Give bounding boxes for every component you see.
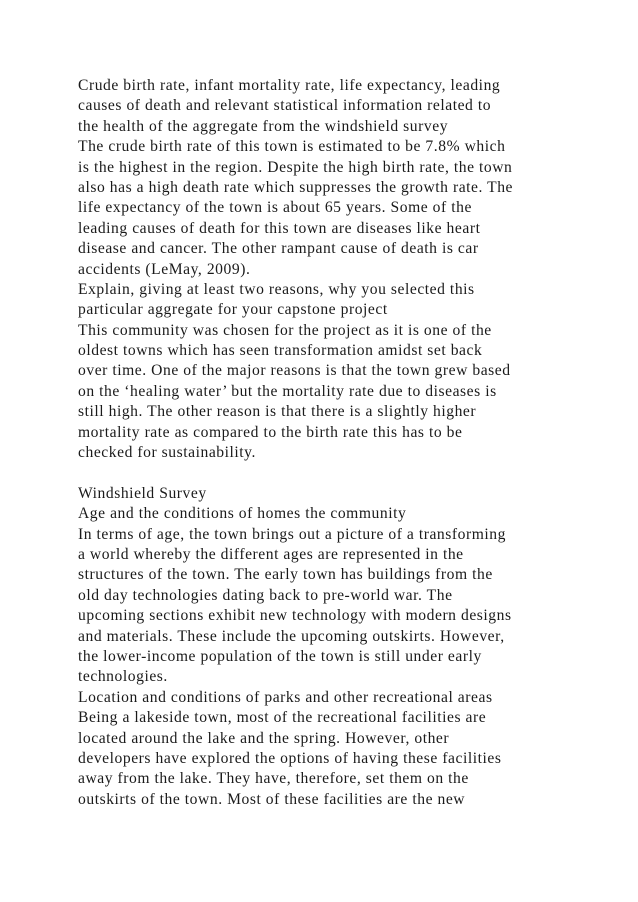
text-line: over time. One of the major reasons is that the town grew based (78, 362, 511, 380)
text-line: causes of death and relevant statistical information related to (78, 97, 492, 115)
text-line: disease and cancer. The other rampant cause of death is car (78, 240, 479, 258)
text-line: outskirts of the town. Most of these facilities are the new (78, 790, 466, 808)
text-line: In terms of age, the town brings out a picture of a transforming (78, 525, 506, 543)
text-line: old day technologies dating back to pre-world war. The (78, 586, 453, 604)
text-line: Explain, giving at least two reasons, why you selected this (78, 280, 475, 298)
document-body (78, 76, 578, 810)
text-line: particular aggregate for your capstone project (78, 301, 388, 319)
text-line: life expectancy of the town is about 65 years. Some of the (78, 199, 472, 217)
text-line: a world whereby the different ages are represented in the (78, 545, 464, 563)
text-line: Age and the conditions of homes the community (78, 505, 407, 523)
text-line: located around the lake and the spring. However, other (78, 729, 450, 747)
text-line: and materials. These include the upcoming outskirts. However, (78, 627, 505, 645)
text-line: leading causes of death for this town are diseases like heart (78, 219, 481, 237)
text-line: also has a high death rate which suppresses the growth rate. The (78, 178, 514, 196)
text-line: Being a lakeside town, most of the recreational facilities are (78, 709, 487, 727)
text-line: the lower-income population of the town is still under early (78, 647, 482, 665)
text-line: structures of the town. The early town has buildings from the (78, 566, 493, 584)
text-line: Windshield Survey (78, 484, 207, 502)
text-line: developers have explored the options of having these facilities (78, 749, 502, 767)
blank-line (78, 463, 578, 483)
text-line: technologies. (78, 668, 168, 686)
text-line: checked for sustainability. (78, 444, 256, 462)
text-line: upcoming sections exhibit new technology with modern designs (78, 607, 512, 625)
text-line: The crude birth rate of this town is estimated to be 7.8% which (78, 138, 506, 156)
text-line: Crude birth rate, infant mortality rate, life expectancy, leading (78, 77, 501, 94)
text-line: oldest towns which has seen transformation amidst set back (78, 342, 483, 360)
text-line: This community was chosen for the project as it is one of the (78, 321, 492, 339)
text-line: Location and conditions of parks and other recreational areas (78, 688, 493, 706)
text-line: the health of the aggregate from the windshield survey (78, 117, 449, 135)
text-line: still high. The other reason is that there is a slightly higher (78, 403, 477, 421)
text-line: accidents (LeMay, 2009). (78, 260, 251, 278)
text-line: mortality rate as compared to the birth rate this has to be (78, 423, 463, 441)
text-line: on the ‘healing water’ but the mortality rate due to diseases is (78, 382, 497, 400)
text-line: away from the lake. They have, therefore, set them on the (78, 770, 469, 788)
text-line: is the highest in the region. Despite the high birth rate, the town (78, 158, 513, 176)
